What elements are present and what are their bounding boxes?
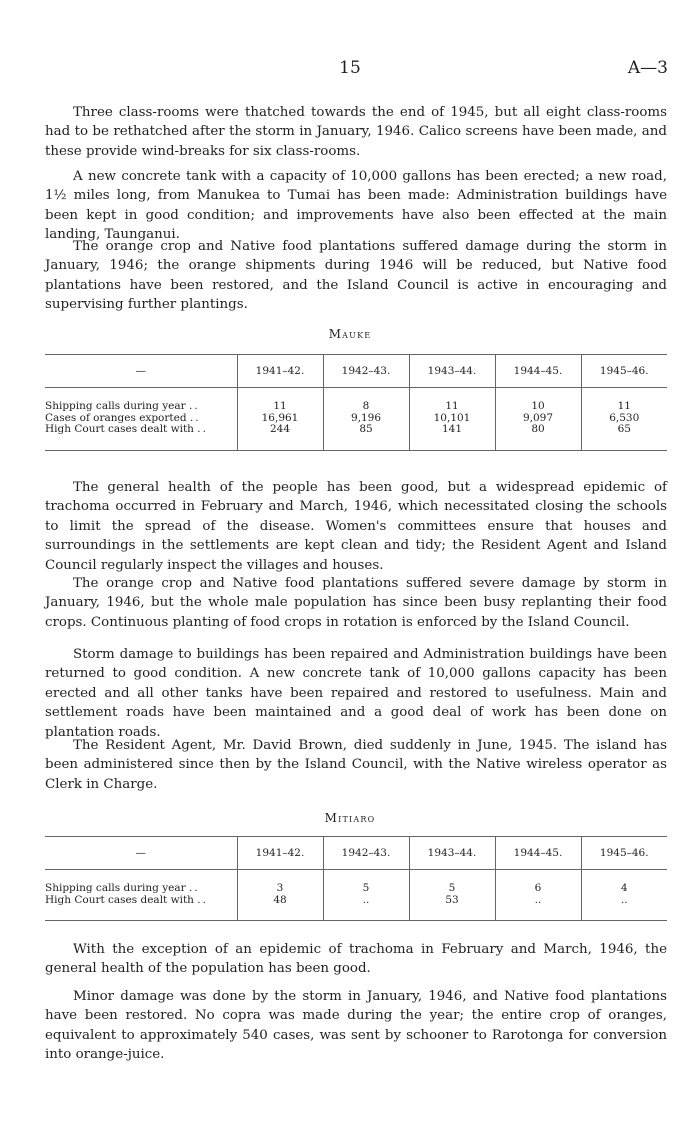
table-cell: 48 (237, 895, 323, 907)
table-cell: 6,530 (581, 413, 667, 425)
column-header: 1944–45. (495, 355, 581, 388)
table-row (45, 424, 667, 436)
leader-dots: .. (197, 893, 208, 906)
mitiaro-table (45, 836, 667, 921)
table-header-row (45, 355, 667, 388)
column-header: 1945–46. (581, 355, 667, 388)
table-cell: .. (323, 895, 409, 907)
leader-dots: .. (197, 423, 208, 435)
table-cell: 11 (237, 401, 323, 413)
table-cell: 65 (581, 424, 667, 436)
column-header: 1941–42. (237, 355, 323, 388)
table-cell: 10,101 (409, 413, 495, 425)
row-label: Cases of oranges exported (45, 411, 187, 424)
paragraph-orange-crop: The orange crop and Native food plantations suffered damage during the storm in January, 1946; the orange shipments during 1946 will be reduced, but Native food plantations have been restored, and the Island Council is active in encouraging and supervising further plantings. (45, 239, 667, 313)
column-header: 1944–45. (495, 837, 581, 870)
leader-dots: .. (189, 411, 201, 424)
table-cell: 80 (495, 424, 581, 436)
table-cell: 10 (495, 401, 581, 413)
leader-dots: .. (188, 400, 200, 412)
row-label: Shipping calls during year (45, 400, 186, 412)
paragraph-resident-agent: The Resident Agent, Mr. David Brown, died suddenly in June, 1945. The island has been administered since then by the Island Council, with the Native wireless operator as Clerk in Charge. (45, 738, 667, 792)
table-cell: .. (495, 895, 581, 907)
paragraph-minor-damage: Minor damage was done by the storm in January, 1946, and Native food plantations have been restored. No copra was made during the year; the entire crop of oranges, equivalent to approximately 540 cases, was sent by schooner to Rarotonga for conversion into orange-juice. (45, 989, 667, 1063)
table-cell: 5 (323, 883, 409, 895)
mauke-table (45, 354, 667, 451)
table-row (45, 895, 667, 907)
table-cell: 11 (409, 401, 495, 413)
document-reference: A—3 (627, 58, 668, 78)
page-number: 15 (339, 58, 361, 78)
paragraph-replanting: The orange crop and Native food plantations suffered severe damage by storm in January, 1946, but the whole male population has since been busy replanting their food crops. Continuous planting of food crops in rotation is enforced by the Island Council. (45, 576, 667, 630)
paragraph-health: The general health of the people has been good, but a widespread epidemic of trachoma occurred in February and March, 1946, which necessitated closing the schools to limit the spread of the disease. Women's committees ensure that houses and surroundings in the settlements are kept clean and tidy; the Resident Agent and Island Council regularly inspect the villages and houses. (45, 480, 667, 573)
leader-dots: .. (188, 882, 200, 894)
column-header: 1943–44. (409, 837, 495, 870)
table-cell: 244 (237, 424, 323, 436)
section-title-mauke: Mauke (328, 327, 372, 341)
column-header: 1943–44. (409, 355, 495, 388)
row-label: High Court cases dealt with (45, 423, 194, 435)
table-corner: — (45, 837, 237, 870)
section-title-mitiaro: Mitiaro (324, 811, 376, 825)
table-corner: — (45, 355, 237, 388)
table-cell: 85 (323, 424, 409, 436)
table-cell: 6 (495, 883, 581, 895)
row-label: Shipping calls during year (45, 882, 186, 894)
column-header: 1941–42. (237, 837, 323, 870)
table-cell: 141 (409, 424, 495, 436)
row-label: High Court cases dealt with (45, 893, 194, 906)
table-header-row (45, 837, 667, 870)
column-header: 1945–46. (581, 837, 667, 870)
column-header: 1942–43. (323, 837, 409, 870)
table-cell: 3 (237, 883, 323, 895)
page-header (0, 58, 700, 80)
table-cell: .. (581, 895, 667, 907)
table-cell: 9,097 (495, 413, 581, 425)
column-header: 1942–43. (323, 355, 409, 388)
table-cell: 8 (323, 401, 409, 413)
table-cell: 53 (409, 895, 495, 907)
table-cell: 9,196 (323, 413, 409, 425)
paragraph-trachoma: With the exception of an epidemic of trachoma in February and March, 1946, the general health of the population has been good. (45, 942, 667, 977)
table-cell: 4 (581, 883, 667, 895)
table-cell: 16,961 (237, 413, 323, 425)
paragraph-concrete-tank: A new concrete tank with a capacity of 10,000 gallons has been erected; a new road, 1½ miles long, from Manukea to Tumai has been made: Administration buildings have been kept in good condition; and improvements have also been effected at the main landing, Taunganui. (45, 169, 667, 243)
paragraph-storm-damage: Storm damage to buildings has been repaired and Administration buildings have been returned to good condition. A new concrete tank of 10,000 gallons capacity has been erected and all other tanks have been repaired and restored to usefulness. Main and settlement roads have been maintained and a good deal of work has been done on plantation roads. (45, 647, 667, 740)
table-cell: 11 (581, 401, 667, 413)
table-cell: 5 (409, 883, 495, 895)
paragraph-classrooms: Three class-rooms were thatched towards the end of 1945, but all eight class-rooms had to be rethatched after the storm in January, 1946. Calico screens have been made, and these provide wind-breaks for six class-rooms. (45, 105, 667, 159)
